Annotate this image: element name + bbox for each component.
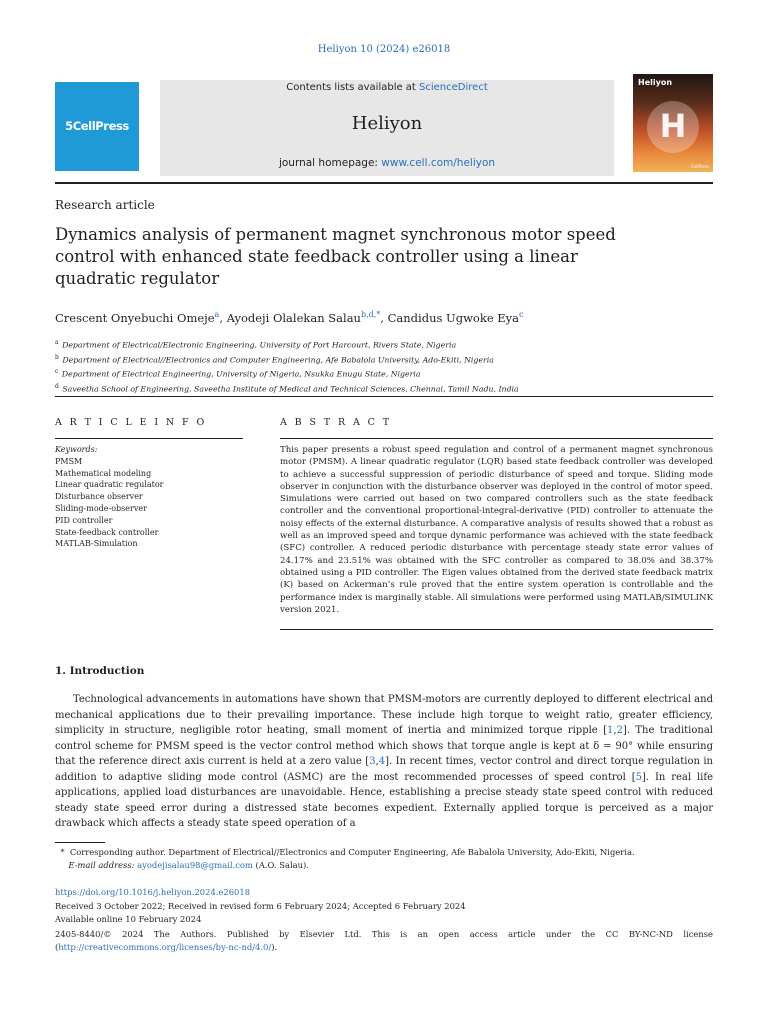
journal-homepage-line — [160, 157, 614, 169]
cover-title: Heliyon — [638, 78, 673, 87]
license-suffix: ). — [271, 942, 278, 952]
keyword-item: Disturbance observer — [55, 492, 143, 502]
citation-link[interactable]: 4 — [378, 756, 386, 767]
affiliation-item — [55, 381, 519, 396]
keyword-item: State-feedback controller — [55, 527, 159, 537]
article-info-rule — [55, 438, 243, 439]
author-affiliation-marker[interactable]: b,d,* — [360, 310, 381, 319]
abstract-rule — [280, 438, 713, 439]
article-history — [55, 900, 713, 926]
license-text: 2405-8440/© 2024 The Authors. Published by Elsevier Ltd. This is an open access article under the CC BY-NC-ND license ( — [55, 929, 713, 952]
keywords-label: Keywords: — [55, 445, 98, 454]
keyword-item: Sliding-mode-observer — [55, 503, 147, 513]
cover-footer: CellPress — [690, 164, 709, 169]
intro-text-segment: ]. The traditional control scheme for PMSM speed is the vector control method which shows that torque angle is kept at δ = 90° while ensuring that the reference direct axis current is held at a zero value [ — [55, 725, 713, 767]
affiliation-text: Saveetha School of Engineering, Saveetha Institute of Medical and Technical Sciences, Chennai, Tamil Nadu, India — [62, 384, 519, 394]
keyword-item: Linear quadratic regulator — [55, 480, 164, 490]
citation-link[interactable]: 3 — [369, 756, 376, 767]
author-separator: , — [219, 310, 227, 325]
author-separator: , — [380, 310, 388, 325]
journal-name: Heliyon — [351, 113, 423, 134]
contents-prefix: Contents lists available at — [286, 82, 420, 93]
author-name[interactable]: Crescent Onyebuchi Omeje — [55, 310, 215, 325]
cellpress-logo[interactable] — [55, 82, 139, 171]
article-title: Dynamics analysis of permanent magnet synchronous motor speed control with enhanced state feedback controller using a linear quadratic regulator — [55, 225, 616, 288]
email-suffix: (A.O. Salau). — [252, 860, 309, 870]
footnote-marker: * — [60, 847, 65, 857]
doi-link[interactable]: https://doi.org/10.1016/j.heliyon.2024.e26018 — [55, 887, 251, 897]
author-affiliation-marker[interactable]: c — [519, 310, 524, 319]
journal-homepage-link[interactable]: www.cell.com/heliyon — [381, 157, 496, 169]
affiliation-list — [55, 337, 519, 395]
keyword-list — [55, 444, 163, 550]
cover-letter: H — [659, 107, 687, 145]
cellpress-logo-text: 5CellPress — [65, 119, 129, 133]
available-online-date: Available online 10 February 2024 — [55, 914, 202, 924]
affiliation-letter: c — [55, 368, 59, 376]
license-link[interactable]: http://creativecommons.org/licenses/by-nc-nd/4.0/ — [58, 942, 272, 952]
introduction-paragraph — [55, 692, 713, 832]
citation-separator: , — [613, 725, 617, 736]
journal-reference[interactable]: Heliyon 10 (2024) e26018 — [317, 44, 451, 55]
affiliation-letter: b — [55, 353, 59, 361]
footnote-email-line — [55, 859, 713, 872]
footnote-rule — [55, 842, 105, 843]
abstract-text: This paper presents a robust speed regulation and control of a permanent magnet synchronous motor (PMSM). A linear quadratic regulator (LQR) based state feedback controller was developed to achieve a successful suppression of periodic disturbance of speed and torque. Sliding mode observer in conjunction with the disturbance observer was deployed in the control of motor speed. Simulations were carried out based on two compared controllers such as the state feedback controller and the conventional proportional-integral-derivative (PID) controller to attenuate the noisy effects of the external disturbance. A comparative analysis of results showed that a robust as well as an improved speed and torque dynamic performance was achieved with the state feedback (SFC) controller. A reduced periodic disturbance with percentage steady state error values of 24.17% and 23.51% was obtained with the SFC controller as compared to 38.0% and 38.37% obtained using a PID controller. The Eigen values obtained from the derived state feedback matrix (K) based on Ackerman’s rule proved that the entire system operation is controllable and the performance index is marginally stable. All simulations were performed using MATLAB/SIMULINK version 2021. — [280, 445, 713, 615]
affiliation-text: Department of Electrical/Electronic Engineering, University of Port Harcourt, Rivers State, Nigeria — [62, 340, 457, 350]
citation-separator: , — [375, 756, 379, 767]
intro-text-segment: Technological advancements in automations have shown that PMSM-motors are currently deployed to different electrical and mechanical applications due to their prevailing importance. These include high torque to weight ratio, greater efficiency, simplicity in structure, negligible rotor heating, small moment of inertia and minimized torque ripple [ — [55, 694, 713, 736]
footnote-line — [55, 846, 713, 859]
intro-text-segment: ]. In real life applications, applied load disturbances are unavoidable. Hence, establishing a precise steady state speed control with reduced steady state speed error during a distressed state becomes expedient. Externally applied torque is perceived as a major drawback which affects a steady state speed operation of a — [55, 771, 713, 829]
affiliation-letter: a — [55, 339, 59, 346]
affiliation-text: Department of Electrical//Electronics and Computer Engineering, Afe Babalola University, Ado-Ekiti, Nigeria — [62, 355, 494, 365]
affiliation-item — [55, 366, 519, 381]
corresponding-author-footnote — [55, 846, 713, 872]
sciencedirect-link[interactable]: ScienceDirect — [419, 82, 488, 93]
intro-text-segment: ]. In recent times, vector control and direct torque regulation in addition to adaptive sliding mode control (ASMC) are the most recommended processes of speed control [ — [55, 756, 713, 783]
received-dates: Received 3 October 2022; Received in revised form 6 February 2024; Accepted 6 February 2024 — [55, 901, 466, 911]
citation-link[interactable]: 5 — [635, 771, 642, 783]
affiliation-item — [55, 337, 519, 352]
article-type: Research article — [55, 198, 155, 212]
author-email-link[interactable]: ayodejisalau98@gmail.com — [137, 860, 253, 870]
author-name[interactable]: Candidus Ugwoke Eya — [387, 310, 520, 325]
cover-circle-graphic — [647, 101, 699, 153]
abstract-bottom-rule — [280, 629, 713, 630]
keyword-item: MATLAB-Simulation — [55, 539, 138, 549]
affiliation-item — [55, 352, 519, 367]
footnote-text: Corresponding author. Department of Electrical//Electronics and Computer Engineering, Afe Babalola University, Ado-Ekiti, Nigeria. — [69, 847, 635, 857]
citation-link[interactable]: 2 — [616, 725, 623, 736]
keyword-item: PMSM — [55, 456, 83, 466]
citation-link[interactable]: 1 — [607, 725, 614, 736]
keyword-item: Mathematical modeling — [55, 468, 152, 478]
contents-line — [160, 82, 614, 93]
affiliation-text: Department of Electrical Engineering, University of Nigeria, Nsukka Enugu State, Nigeria — [61, 369, 421, 379]
author-name[interactable]: Ayodeji Olalekan Salau — [226, 310, 361, 325]
author-affiliation-marker[interactable]: a — [214, 310, 220, 319]
abstract-heading: A B S T R A C T — [280, 417, 392, 428]
license-statement — [55, 928, 713, 954]
journal-cover-image[interactable] — [633, 74, 713, 172]
keyword-item: PID controller — [55, 515, 113, 525]
affiliation-letter: d — [55, 382, 59, 390]
email-label: E-mail address: — [68, 860, 135, 870]
info-divider — [55, 396, 713, 397]
header-divider — [55, 182, 713, 184]
homepage-prefix: journal homepage: — [278, 157, 382, 169]
article-info-heading: A R T I C L E I N F O — [55, 417, 207, 428]
section-heading-introduction: 1. Introduction — [55, 665, 145, 677]
author-list — [55, 310, 524, 325]
